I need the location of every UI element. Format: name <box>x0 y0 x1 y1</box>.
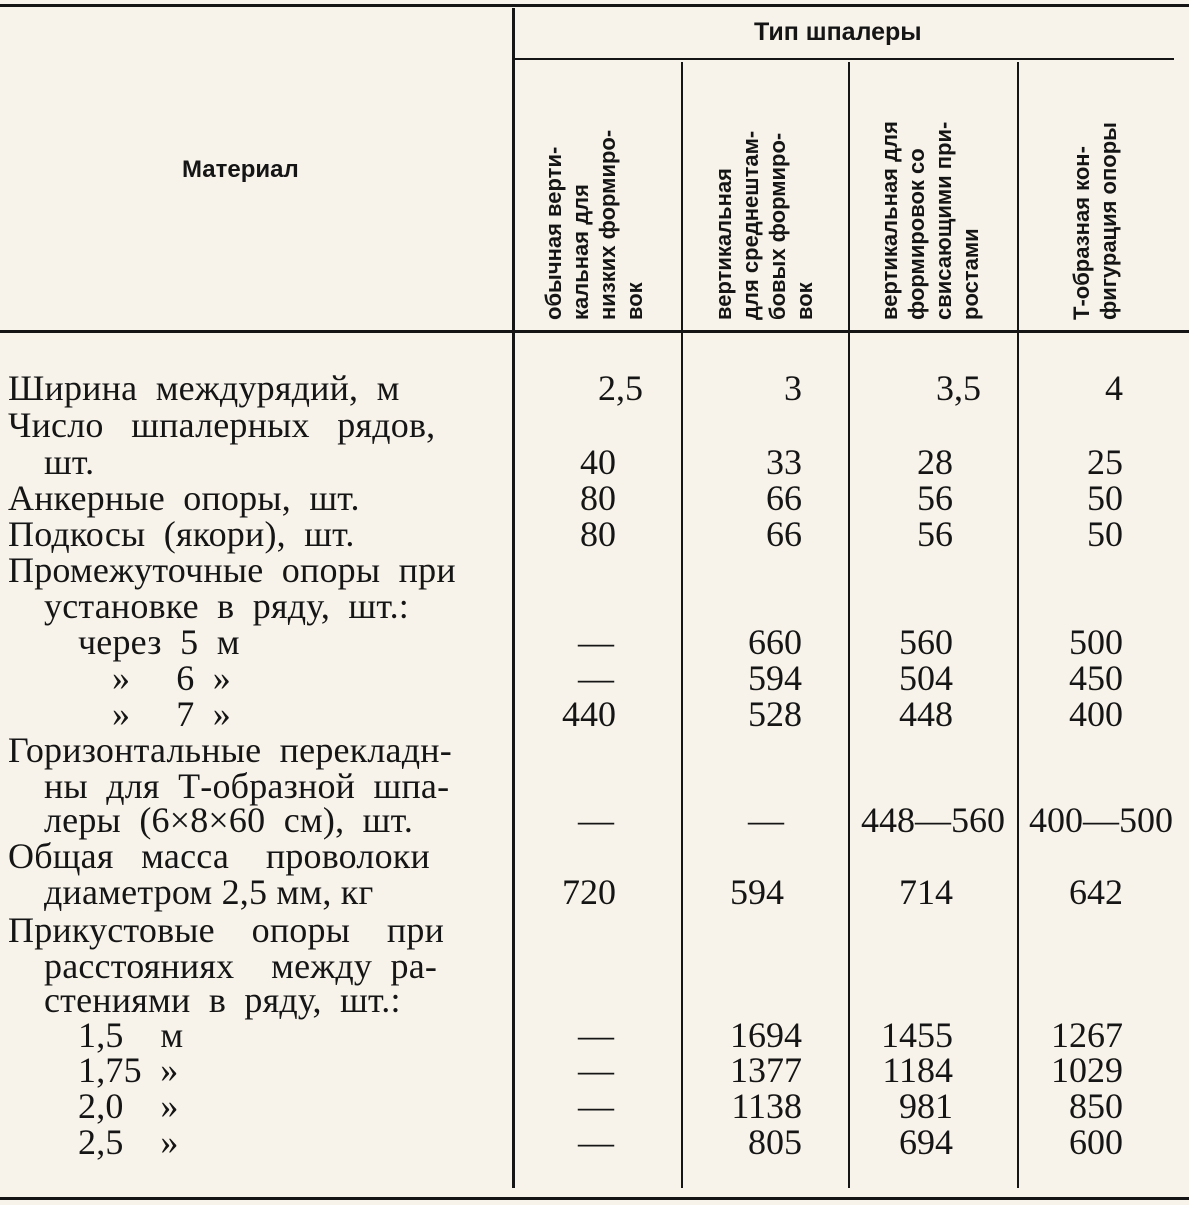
row-label: 1,5 м <box>78 1015 184 1055</box>
table-row <box>78 1052 178 1088</box>
cell-col3: 448—560 <box>861 800 1005 840</box>
cell-col3: 694 <box>899 1122 953 1162</box>
table-row <box>8 370 400 406</box>
row-label: Прикустовые опоры при <box>8 910 445 950</box>
row-label: установке в ряду, шт.: <box>44 586 409 626</box>
cell-col1: 440 <box>562 694 616 734</box>
table-row <box>44 444 94 480</box>
row-label: ны для Т-образной шпа- <box>44 766 450 806</box>
table-row <box>8 407 435 443</box>
cell-col1: — <box>578 1122 614 1162</box>
cell-col2: 660 <box>748 622 802 662</box>
row-label: Промежуточные опоры при <box>8 550 456 590</box>
column-rule-3 <box>848 62 850 1188</box>
table-row <box>44 588 409 624</box>
cell-col4: 1267 <box>1051 1015 1123 1055</box>
row-label: Горизонтальные перекладн- <box>8 730 452 770</box>
cell-col2: 594 <box>748 658 802 698</box>
cell-col2: 66 <box>766 514 802 554</box>
row-label: 2,5 » <box>78 1122 179 1162</box>
cell-col1: 720 <box>562 872 616 912</box>
cell-col1: 40 <box>580 442 616 482</box>
cell-col4: 850 <box>1069 1086 1123 1126</box>
table-row <box>8 480 360 516</box>
trellis-type-header: Тип шпалеры <box>754 18 922 46</box>
table-row <box>8 516 355 552</box>
table-row <box>44 768 449 804</box>
row-label: диаметром 2,5 мм, кг <box>44 872 374 912</box>
table-row <box>78 1088 179 1124</box>
row-label: Подкосы (якори), шт. <box>8 514 355 554</box>
cell-col1: — <box>578 1015 614 1055</box>
cell-col3: 1184 <box>882 1050 953 1090</box>
cell-col4: 450 <box>1069 658 1123 698</box>
cell-col3: 714 <box>899 872 953 912</box>
cell-col4: 642 <box>1069 872 1123 912</box>
row-label: Анкерные опоры, шт. <box>8 478 360 518</box>
row-label: » 7 » <box>112 694 231 734</box>
cell-col4: 50 <box>1087 478 1123 518</box>
header-bottom-rule <box>0 330 1189 333</box>
top-rule <box>0 4 1189 7</box>
cell-col1: — <box>578 800 614 840</box>
cell-col1: — <box>578 622 614 662</box>
cell-col4: 50 <box>1087 514 1123 554</box>
cell-col4: 400 <box>1069 694 1123 734</box>
table-row <box>44 948 437 984</box>
row-label: расстояниях между ра- <box>44 946 438 986</box>
cell-col4: 500 <box>1069 622 1123 662</box>
table-row <box>8 912 444 948</box>
cell-col2: — <box>748 800 784 840</box>
cell-col1: — <box>578 658 614 698</box>
cell-col1: — <box>578 1050 614 1090</box>
row-label: леры (6×8×60 см), шт. <box>44 800 414 840</box>
cell-col4: 4 <box>1105 368 1123 408</box>
table-row <box>8 838 430 874</box>
type-header-rule <box>514 58 1174 60</box>
cell-col2: 805 <box>748 1122 802 1162</box>
table-row <box>78 1124 179 1160</box>
row-label: Ширина междурядий, м <box>8 368 400 408</box>
row-label: стениями в ряду, шт.: <box>44 980 401 1020</box>
row-label: через 5 м <box>78 622 240 662</box>
cell-col4: 400—500 <box>1029 800 1173 840</box>
table-row <box>8 732 452 768</box>
cell-col4: 1029 <box>1051 1050 1123 1090</box>
table-row <box>44 802 413 838</box>
cell-col3: 56 <box>917 514 953 554</box>
column-header-hanging-shoots: вертикальная для формировок со свисающими при- ростами <box>877 121 983 320</box>
cell-col1: — <box>578 1086 614 1126</box>
column-rule-2 <box>681 62 683 1188</box>
cell-col3: 504 <box>899 658 953 698</box>
cell-col2: 66 <box>766 478 802 518</box>
column-header-low-formations: обычная верти- кальная для низких формиро- вок <box>541 129 647 320</box>
cell-col2: 1377 <box>730 1050 802 1090</box>
table-row <box>112 660 231 696</box>
row-label: 1,75 » <box>78 1050 179 1090</box>
cell-col2: 594 <box>730 872 784 912</box>
bottom-rule <box>0 1197 1189 1200</box>
row-label: шт. <box>44 442 95 482</box>
cell-col3: 448 <box>899 694 953 734</box>
cell-col4: 600 <box>1069 1122 1123 1162</box>
cell-col3: 28 <box>917 442 953 482</box>
column-rule-1 <box>512 8 515 1188</box>
column-rule-4 <box>1017 62 1019 1188</box>
cell-col4: 25 <box>1087 442 1123 482</box>
cell-col1: 2,5 <box>598 368 643 408</box>
cell-col3: 56 <box>917 478 953 518</box>
table-row <box>112 696 231 732</box>
table-row <box>8 552 456 588</box>
table-row <box>78 1017 183 1053</box>
cell-col3: 3,5 <box>936 368 981 408</box>
column-header-t-shaped: Т-образная кон- фигурация опоры <box>1069 122 1121 320</box>
row-label: Общая масса проволоки <box>8 836 430 876</box>
table-row <box>78 624 240 660</box>
cell-col3: 1455 <box>881 1015 953 1055</box>
row-label: » 6 » <box>112 658 231 698</box>
column-header-medium-stem: вертикальная для среднештам- бовых формиро- вок <box>711 130 817 320</box>
cell-col2: 528 <box>748 694 802 734</box>
cell-col1: 80 <box>580 514 616 554</box>
cell-col2: 1694 <box>730 1015 802 1055</box>
row-label: Число шпалерных рядов, <box>8 405 436 445</box>
cell-col3: 560 <box>899 622 953 662</box>
cell-col1: 80 <box>580 478 616 518</box>
cell-col2: 3 <box>784 368 802 408</box>
cell-col3: 981 <box>899 1086 953 1126</box>
material-header: Материал <box>182 156 299 183</box>
table-row <box>44 982 401 1018</box>
table-row <box>44 874 373 910</box>
cell-col2: 1138 <box>731 1086 802 1126</box>
cell-col2: 33 <box>766 442 802 482</box>
row-label: 2,0 » <box>78 1086 179 1126</box>
